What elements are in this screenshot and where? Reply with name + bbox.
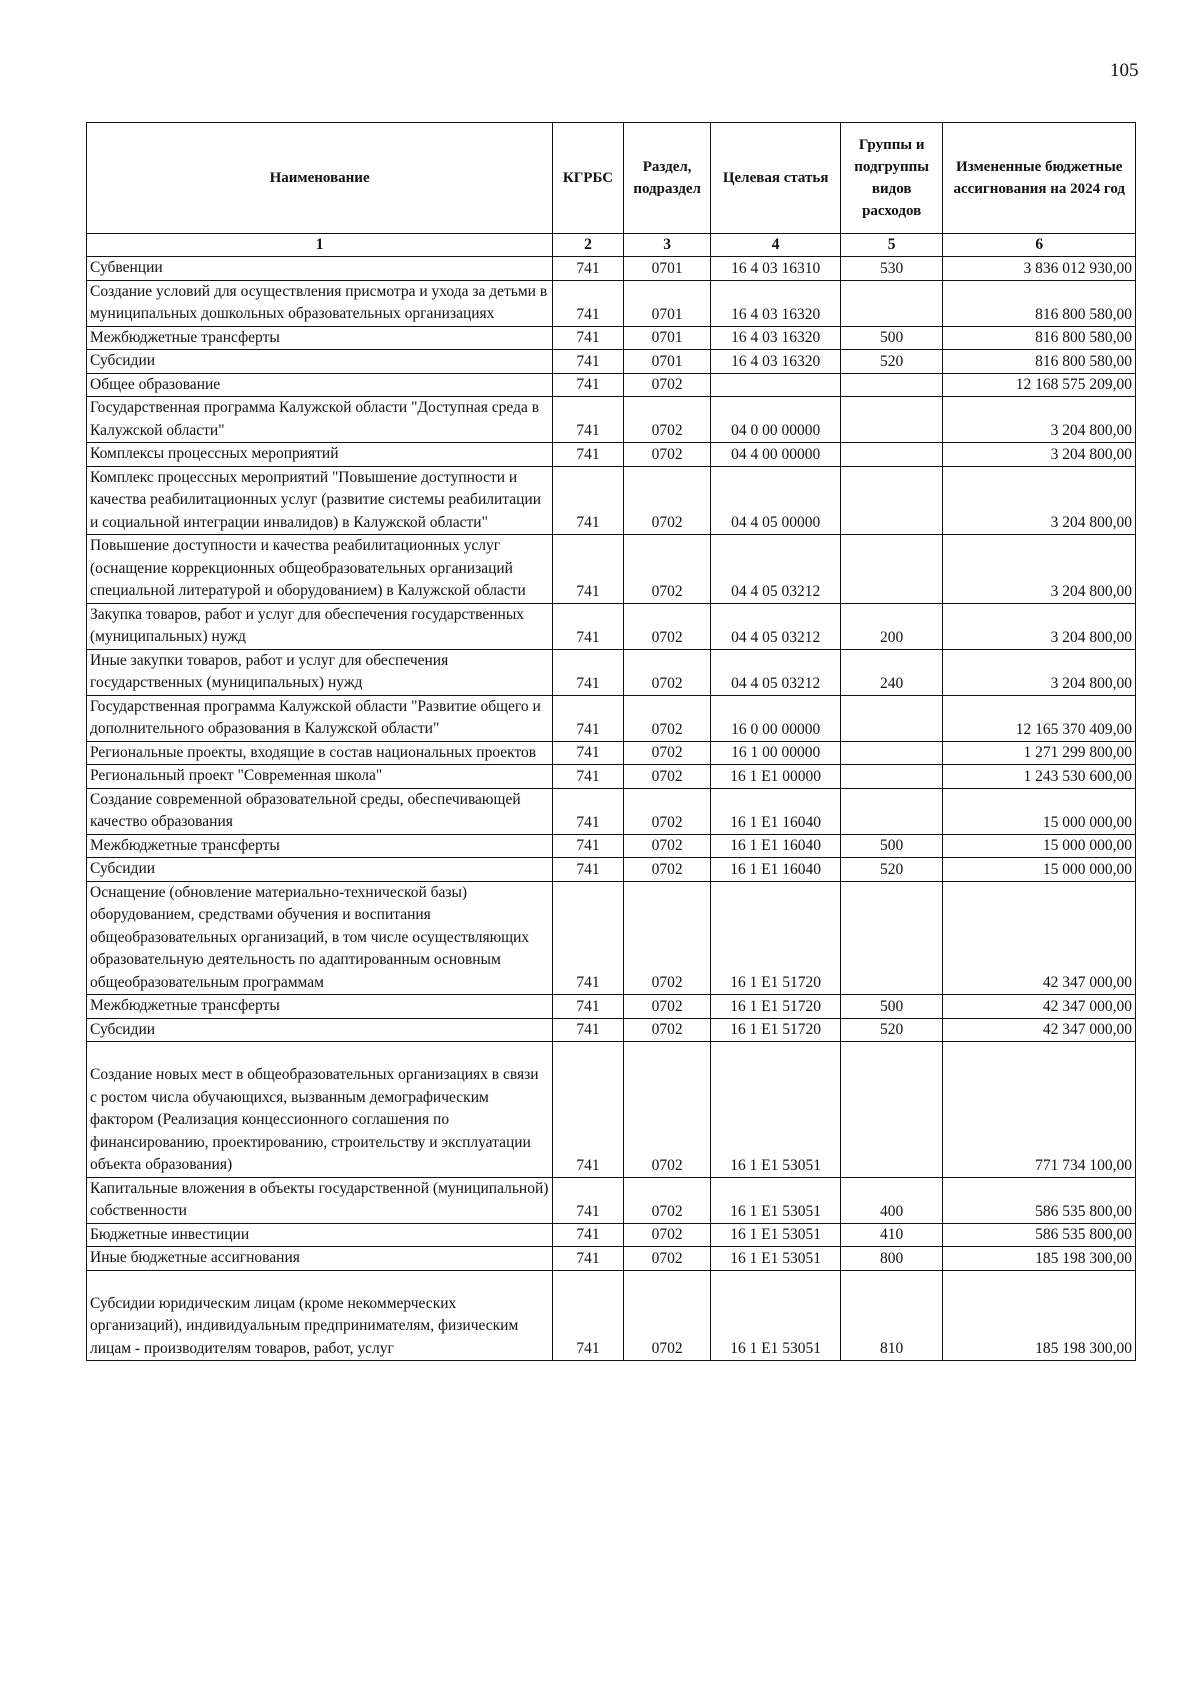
column-number-row (87, 234, 1136, 257)
row-section: 0701 (623, 280, 711, 326)
row-expense-group: 500 (840, 995, 943, 1019)
row-name: Общее образование (87, 373, 553, 397)
row-target-article: 04 4 05 00000 (711, 466, 840, 535)
row-name: Создание условий для осуществления присмотра и ухода за детьми в муниципальных дошкольных образовательных организациях (87, 280, 553, 326)
table-row (87, 649, 1136, 695)
row-amount: 15 000 000,00 (943, 788, 1136, 834)
row-expense-group: 500 (840, 326, 943, 350)
row-section: 0701 (623, 257, 711, 281)
row-amount: 3 204 800,00 (943, 397, 1136, 443)
table-row (87, 326, 1136, 350)
row-kgrbs: 741 (553, 603, 624, 649)
table-row (87, 257, 1136, 281)
row-kgrbs: 741 (553, 1270, 624, 1361)
row-kgrbs: 741 (553, 1018, 624, 1042)
row-section: 0702 (623, 695, 711, 741)
row-kgrbs: 741 (553, 1223, 624, 1247)
table-row (87, 466, 1136, 535)
row-section: 0702 (623, 1270, 711, 1361)
row-target-article: 16 1 E1 53051 (711, 1247, 840, 1271)
row-target-article: 16 1 E1 00000 (711, 765, 840, 789)
row-name: Иные бюджетные ассигнования (87, 1247, 553, 1271)
row-target-article: 04 0 00 00000 (711, 397, 840, 443)
row-name: Государственная программа Калужской области "Развитие общего и дополнительного образования в Калужской области" (87, 695, 553, 741)
row-kgrbs: 741 (553, 649, 624, 695)
row-expense-group (840, 443, 943, 467)
header-kgrbs: КГРБС (553, 123, 624, 234)
row-kgrbs: 741 (553, 280, 624, 326)
row-target-article: 16 1 E1 51720 (711, 995, 840, 1019)
row-target-article: 16 1 E1 53051 (711, 1270, 840, 1361)
row-section: 0702 (623, 1177, 711, 1223)
row-expense-group: 800 (840, 1247, 943, 1271)
row-amount: 42 347 000,00 (943, 1018, 1136, 1042)
row-kgrbs: 741 (553, 1247, 624, 1271)
row-name: Региональный проект "Современная школа" (87, 765, 553, 789)
table-row (87, 1042, 1136, 1178)
row-target-article: 04 4 05 03212 (711, 603, 840, 649)
table-body (87, 257, 1136, 1361)
row-target-article: 04 4 00 00000 (711, 443, 840, 467)
row-kgrbs: 741 (553, 1042, 624, 1178)
row-kgrbs: 741 (553, 834, 624, 858)
table-row (87, 695, 1136, 741)
row-amount: 3 204 800,00 (943, 466, 1136, 535)
row-expense-group: 530 (840, 257, 943, 281)
row-kgrbs: 741 (553, 397, 624, 443)
row-name: Бюджетные инвестиции (87, 1223, 553, 1247)
row-name: Оснащение (обновление материально-технической базы) оборудованием, средствами обучения и воспитания общеобразовательных организаций, в том числе осуществляющих образовательную деятельность по адаптированным основным общеобразовательным программам (87, 881, 553, 995)
row-target-article: 16 1 E1 53051 (711, 1223, 840, 1247)
row-amount: 586 535 800,00 (943, 1177, 1136, 1223)
row-target-article: 16 0 00 00000 (711, 695, 840, 741)
row-kgrbs: 741 (553, 373, 624, 397)
row-expense-group (840, 695, 943, 741)
row-amount: 42 347 000,00 (943, 995, 1136, 1019)
table-row (87, 741, 1136, 765)
row-target-article: 16 1 E1 16040 (711, 858, 840, 882)
row-expense-group: 520 (840, 858, 943, 882)
row-kgrbs: 741 (553, 881, 624, 995)
row-name: Закупка товаров, работ и услуг для обеспечения государственных (муниципальных) нужд (87, 603, 553, 649)
row-kgrbs: 741 (553, 765, 624, 789)
row-section: 0702 (623, 1042, 711, 1178)
row-expense-group (840, 397, 943, 443)
row-name: Субвенции (87, 257, 553, 281)
header-name: Наименование (87, 123, 553, 234)
row-section: 0702 (623, 741, 711, 765)
row-name: Повышение доступности и качества реабилитационных услуг (оснащение коррекционных общеобразовательных организаций специальной литературой и оборудованием) в Калужской области (87, 535, 553, 604)
row-name: Субсидии (87, 1018, 553, 1042)
row-amount: 586 535 800,00 (943, 1223, 1136, 1247)
row-expense-group: 810 (840, 1270, 943, 1361)
header-amount: Измененные бюджетные ассигнования на 2024 год (943, 123, 1136, 234)
row-section: 0702 (623, 1018, 711, 1042)
table-row (87, 443, 1136, 467)
row-target-article: 04 4 05 03212 (711, 535, 840, 604)
row-target-article: 16 4 03 16310 (711, 257, 840, 281)
row-section: 0701 (623, 350, 711, 374)
header-section: Раздел, подраздел (623, 123, 711, 234)
row-section: 0701 (623, 326, 711, 350)
row-name: Межбюджетные трансферты (87, 995, 553, 1019)
table-row (87, 350, 1136, 374)
row-target-article: 16 1 E1 51720 (711, 881, 840, 995)
table-row (87, 1247, 1136, 1271)
row-amount: 15 000 000,00 (943, 858, 1136, 882)
table-row (87, 788, 1136, 834)
table-header-row (87, 123, 1136, 234)
row-name: Комплекс процессных мероприятий "Повышение доступности и качества реабилитационных услуг (развитие системы реабилитации и социальной интеграции инвалидов) в Калужской области" (87, 466, 553, 535)
row-name: Региональные проекты, входящие в состав национальных проектов (87, 741, 553, 765)
row-section: 0702 (623, 765, 711, 789)
row-name: Комплексы процессных мероприятий (87, 443, 553, 467)
row-amount: 3 204 800,00 (943, 443, 1136, 467)
row-name: Субсидии юридическим лицам (кроме некоммерческих организаций), индивидуальным предпринимателям, физическим лицам - производителям товаров, работ, услуг (87, 1270, 553, 1361)
row-section: 0702 (623, 881, 711, 995)
row-target-article: 16 1 E1 16040 (711, 834, 840, 858)
header-target: Целевая статья (711, 123, 840, 234)
table-row (87, 1270, 1136, 1361)
row-name: Государственная программа Калужской области "Доступная среда в Калужской области" (87, 397, 553, 443)
row-kgrbs: 741 (553, 788, 624, 834)
row-name: Межбюджетные трансферты (87, 326, 553, 350)
row-amount: 185 198 300,00 (943, 1247, 1136, 1271)
table-row (87, 397, 1136, 443)
row-kgrbs: 741 (553, 535, 624, 604)
header-group: Группы и подгруппы видов расходов (840, 123, 943, 234)
row-section: 0702 (623, 443, 711, 467)
table-row (87, 1223, 1136, 1247)
page-number: 105 (1110, 60, 1139, 81)
column-number: 1 (87, 234, 553, 257)
row-kgrbs: 741 (553, 995, 624, 1019)
row-expense-group (840, 881, 943, 995)
row-target-article: 16 4 03 16320 (711, 350, 840, 374)
row-section: 0702 (623, 834, 711, 858)
row-section: 0702 (623, 466, 711, 535)
column-number: 5 (840, 234, 943, 257)
row-target-article: 16 4 03 16320 (711, 280, 840, 326)
row-section: 0702 (623, 535, 711, 604)
row-expense-group (840, 741, 943, 765)
table-row (87, 603, 1136, 649)
table-row (87, 1018, 1136, 1042)
row-amount: 771 734 100,00 (943, 1042, 1136, 1178)
row-target-article: 04 4 05 03212 (711, 649, 840, 695)
row-section: 0702 (623, 995, 711, 1019)
row-target-article: 16 1 00 00000 (711, 741, 840, 765)
row-name: Субсидии (87, 858, 553, 882)
row-expense-group (840, 373, 943, 397)
column-number: 2 (553, 234, 624, 257)
table-row (87, 280, 1136, 326)
row-target-article: 16 1 E1 53051 (711, 1042, 840, 1178)
row-amount: 3 204 800,00 (943, 603, 1136, 649)
row-amount: 15 000 000,00 (943, 834, 1136, 858)
row-target-article: 16 4 03 16320 (711, 326, 840, 350)
row-section: 0702 (623, 858, 711, 882)
row-section: 0702 (623, 1223, 711, 1247)
column-number: 3 (623, 234, 711, 257)
row-kgrbs: 741 (553, 350, 624, 374)
row-amount: 12 165 370 409,00 (943, 695, 1136, 741)
row-kgrbs: 741 (553, 443, 624, 467)
row-expense-group (840, 765, 943, 789)
row-target-article: 16 1 E1 16040 (711, 788, 840, 834)
row-expense-group: 500 (840, 834, 943, 858)
row-kgrbs: 741 (553, 695, 624, 741)
row-expense-group: 200 (840, 603, 943, 649)
row-kgrbs: 741 (553, 858, 624, 882)
row-amount: 1 243 530 600,00 (943, 765, 1136, 789)
table-row (87, 1177, 1136, 1223)
row-expense-group: 240 (840, 649, 943, 695)
row-target-article: 16 1 E1 53051 (711, 1177, 840, 1223)
row-amount: 1 271 299 800,00 (943, 741, 1136, 765)
row-amount: 816 800 580,00 (943, 326, 1136, 350)
row-amount: 3 204 800,00 (943, 649, 1136, 695)
row-target-article (711, 373, 840, 397)
row-section: 0702 (623, 603, 711, 649)
row-amount: 3 836 012 930,00 (943, 257, 1136, 281)
row-kgrbs: 741 (553, 257, 624, 281)
table-row (87, 834, 1136, 858)
row-amount: 816 800 580,00 (943, 280, 1136, 326)
row-expense-group (840, 788, 943, 834)
table-row (87, 995, 1136, 1019)
table-row (87, 765, 1136, 789)
row-name: Субсидии (87, 350, 553, 374)
row-expense-group: 520 (840, 1018, 943, 1042)
row-expense-group (840, 280, 943, 326)
column-number: 6 (943, 234, 1136, 257)
row-amount: 185 198 300,00 (943, 1270, 1136, 1361)
row-amount: 3 204 800,00 (943, 535, 1136, 604)
row-expense-group (840, 1042, 943, 1178)
row-expense-group: 410 (840, 1223, 943, 1247)
row-section: 0702 (623, 397, 711, 443)
row-section: 0702 (623, 788, 711, 834)
table-row (87, 535, 1136, 604)
table-row (87, 881, 1136, 995)
row-amount: 42 347 000,00 (943, 881, 1136, 995)
column-number: 4 (711, 234, 840, 257)
row-section: 0702 (623, 373, 711, 397)
row-name: Иные закупки товаров, работ и услуг для обеспечения государственных (муниципальных) нужд (87, 649, 553, 695)
row-expense-group (840, 466, 943, 535)
row-kgrbs: 741 (553, 326, 624, 350)
table-row (87, 858, 1136, 882)
row-expense-group: 520 (840, 350, 943, 374)
table-row (87, 373, 1136, 397)
row-kgrbs: 741 (553, 1177, 624, 1223)
row-name: Капитальные вложения в объекты государственной (муниципальной) собственности (87, 1177, 553, 1223)
row-expense-group: 400 (840, 1177, 943, 1223)
row-name: Создание новых мест в общеобразовательных организациях в связи с ростом числа обучающихся, вызванным демографическим фактором (Реализация концессионного соглашения по финансированию, проектированию, строительству и эксплуатации объекта образования) (87, 1042, 553, 1178)
row-section: 0702 (623, 649, 711, 695)
row-expense-group (840, 535, 943, 604)
row-target-article: 16 1 E1 51720 (711, 1018, 840, 1042)
row-kgrbs: 741 (553, 466, 624, 535)
row-name: Межбюджетные трансферты (87, 834, 553, 858)
budget-table (86, 122, 1136, 1361)
row-name: Создание современной образовательной среды, обеспечивающей качество образования (87, 788, 553, 834)
row-amount: 816 800 580,00 (943, 350, 1136, 374)
row-amount: 12 168 575 209,00 (943, 373, 1136, 397)
row-section: 0702 (623, 1247, 711, 1271)
row-kgrbs: 741 (553, 741, 624, 765)
